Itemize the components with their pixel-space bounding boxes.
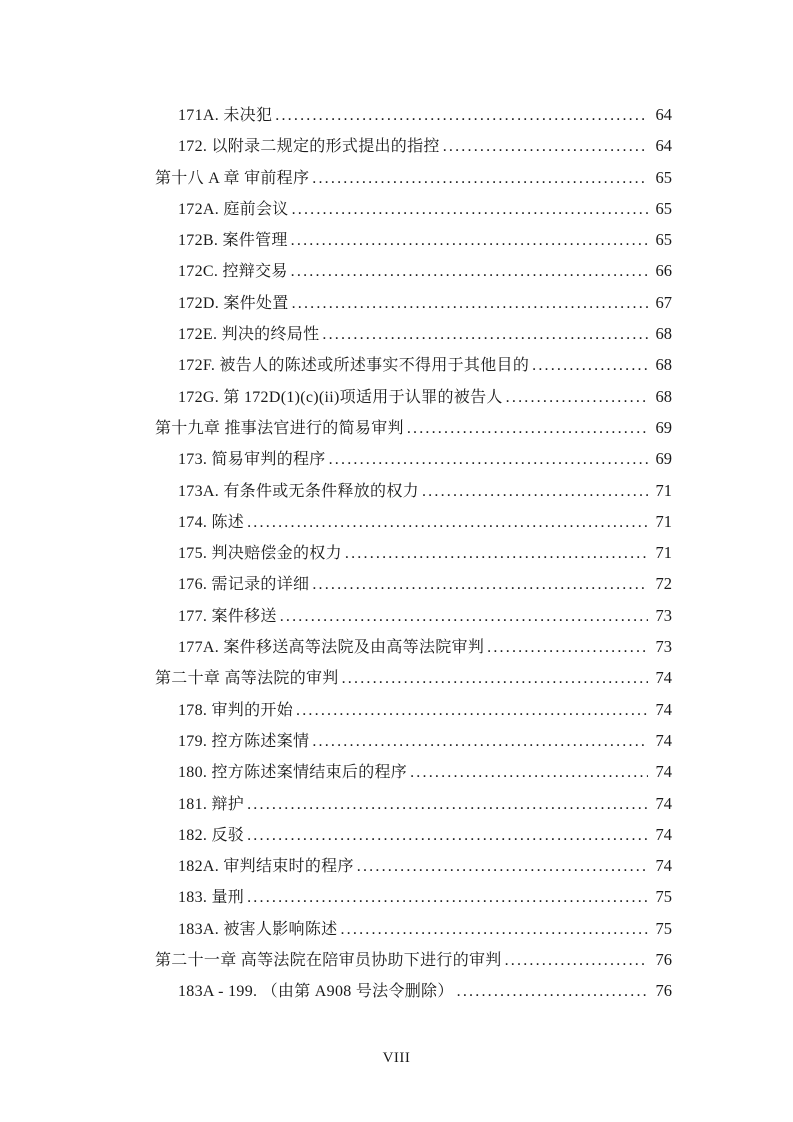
toc-entry-page-number: 68	[655, 324, 672, 344]
toc-entry	[155, 631, 672, 662]
toc-entry	[155, 944, 672, 975]
toc-dot-leader	[407, 413, 648, 444]
toc-entry	[155, 130, 672, 161]
toc-entry	[155, 193, 672, 224]
toc-entry-title: 180. 控方陈述案情结束后的程序	[178, 764, 408, 782]
toc-entry	[155, 349, 672, 380]
toc-entry-page-number: 71	[655, 543, 672, 563]
toc-dot-leader	[340, 914, 648, 945]
toc-entry	[155, 412, 672, 443]
toc-dot-leader	[291, 225, 648, 256]
toc-entry-page-number: 73	[655, 637, 672, 657]
toc-entry	[155, 788, 672, 819]
toc-dot-leader	[322, 319, 648, 350]
toc-dot-leader	[312, 163, 648, 194]
toc-entry-title: 177. 案件移送	[178, 607, 277, 625]
toc-entry-page-number: 74	[655, 668, 672, 688]
toc-entry-title: 172A. 庭前会议	[178, 200, 289, 218]
toc-dot-leader	[422, 476, 648, 507]
toc-dot-leader	[291, 256, 648, 287]
toc-entry-title: 175. 判决赔偿金的权力	[178, 545, 342, 563]
toc-dot-leader	[487, 632, 648, 663]
toc-dot-leader	[247, 882, 648, 913]
toc-dot-leader	[312, 569, 648, 600]
toc-entry-page-number: 75	[655, 887, 672, 907]
toc-entry-page-number: 65	[655, 230, 672, 250]
toc-dot-leader	[247, 820, 648, 851]
toc-entry-page-number: 65	[655, 198, 672, 218]
toc-entry-title: 173. 简易审判的程序	[178, 451, 326, 469]
toc-dot-leader	[342, 663, 648, 694]
toc-dot-leader	[329, 444, 648, 475]
toc-entry-page-number: 76	[655, 981, 672, 1001]
toc-entry-page-number: 71	[655, 480, 672, 500]
toc-entry-page-number: 73	[655, 605, 672, 625]
toc-entry-page-number: 74	[655, 793, 672, 813]
toc-entry-page-number: 66	[655, 261, 672, 281]
toc-entry	[155, 819, 672, 850]
toc-entry-title: 172D. 案件处置	[178, 294, 289, 312]
toc-entry-title: 172. 以附录二规定的形式提出的指控	[178, 138, 440, 156]
toc-entry-page-number: 74	[655, 730, 672, 750]
toc-entry	[155, 99, 672, 130]
toc-entry-title: 177A. 案件移送高等法院及由高等法院审判	[178, 639, 485, 657]
toc-dot-leader	[357, 851, 648, 882]
toc-entry-title: 183. 量刑	[178, 889, 245, 907]
toc-entry-title: 171A. 未决犯	[178, 107, 273, 124]
toc-entry-title: 172F. 被告人的陈述或所述事实不得用于其他目的	[178, 357, 530, 375]
toc-entry-title: 183A - 199. （由第 A908 号法令删除）	[178, 983, 454, 1001]
toc-entry-title: 182A. 审判结束时的程序	[178, 858, 354, 876]
toc-entry	[155, 881, 672, 912]
toc-entry-title: 172B. 案件管理	[178, 232, 288, 250]
toc-entry-title: 第二十章 高等法院的审判	[155, 670, 339, 688]
toc-entry	[155, 694, 672, 725]
toc-dot-leader	[292, 288, 648, 319]
toc-entry-page-number: 74	[655, 762, 672, 782]
toc-entry-page-number: 71	[655, 511, 672, 531]
toc-dot-leader	[312, 726, 648, 757]
toc-entry	[155, 443, 672, 474]
toc-entry-page-number: 64	[655, 136, 672, 156]
toc-entry-title: 第十九章 推事法官进行的简易审判	[155, 419, 404, 437]
toc-entry-page-number: 65	[655, 167, 672, 187]
toc-entry-title: 182. 反驳	[178, 826, 245, 844]
toc-entry-page-number: 67	[655, 292, 672, 312]
toc-entry-page-number: 74	[655, 699, 672, 719]
toc-entry	[155, 600, 672, 631]
toc-dot-leader	[275, 100, 648, 131]
toc-entry	[155, 913, 672, 944]
toc-entry	[155, 224, 672, 255]
toc-entry-page-number: 72	[655, 574, 672, 594]
toc-entry	[155, 475, 672, 506]
toc-dot-leader	[292, 194, 648, 225]
toc-dot-leader	[506, 382, 648, 413]
toc-dot-leader	[296, 695, 648, 726]
toc-entry	[155, 255, 672, 286]
toc-dot-leader	[247, 789, 648, 820]
page-number-footer	[0, 1050, 793, 1067]
toc-entry	[155, 318, 672, 349]
toc-dot-leader	[532, 350, 648, 381]
page-number: VIII	[382, 1050, 411, 1066]
toc-entry	[155, 287, 672, 318]
toc-dot-leader	[505, 945, 648, 976]
toc-entry-page-number: 74	[655, 824, 672, 844]
toc-entry	[155, 725, 672, 756]
toc-entry-title: 178. 审判的开始	[178, 701, 294, 719]
toc-entry-page-number: 69	[655, 417, 672, 437]
toc-entry-title: 183A. 被害人影响陈述	[178, 920, 338, 938]
toc-entry-page-number: 75	[655, 918, 672, 938]
toc-dot-leader	[410, 757, 648, 788]
toc-entry	[155, 850, 672, 881]
toc-entry-title: 第二十一章 高等法院在陪审员协助下进行的审判	[155, 952, 502, 970]
toc-entry-title: 181. 辩护	[178, 795, 245, 813]
toc-entry	[155, 537, 672, 568]
table-of-contents	[0, 99, 793, 1007]
toc-entry-page-number: 74	[655, 856, 672, 876]
toc-entry	[155, 162, 672, 193]
toc-entry-title: 173A. 有条件或无条件释放的权力	[178, 482, 419, 500]
toc-entry-page-number: 76	[655, 950, 672, 970]
toc-entry-title: 172C. 控辩交易	[178, 263, 288, 281]
toc-entry-page-number: 68	[655, 355, 672, 375]
toc-dot-leader	[345, 538, 648, 569]
toc-entry	[155, 662, 672, 693]
toc-entry-page-number: 69	[655, 449, 672, 469]
toc-entry-title: 176. 需记录的详细	[178, 576, 310, 594]
toc-entry	[155, 568, 672, 599]
toc-dot-leader	[457, 976, 648, 1007]
toc-entry-title: 第十八 A 章 审前程序	[155, 169, 310, 187]
toc-entry-page-number: 68	[655, 386, 672, 406]
toc-entry	[155, 506, 672, 537]
toc-dot-leader	[443, 131, 648, 162]
toc-entry-title: 174. 陈述	[178, 513, 245, 531]
toc-entry	[155, 975, 672, 1006]
toc-entry-page-number: 64	[655, 105, 672, 124]
toc-dot-leader	[280, 601, 648, 632]
toc-entry-title: 172G. 第 172D(1)(c)(ii)项适用于认罪的被告人	[178, 388, 503, 406]
toc-entry	[155, 756, 672, 787]
toc-entry-title: 172E. 判决的终局性	[178, 326, 320, 344]
toc-dot-leader	[247, 507, 648, 538]
toc-entry-title: 179. 控方陈述案情	[178, 732, 310, 750]
toc-entry	[155, 381, 672, 412]
